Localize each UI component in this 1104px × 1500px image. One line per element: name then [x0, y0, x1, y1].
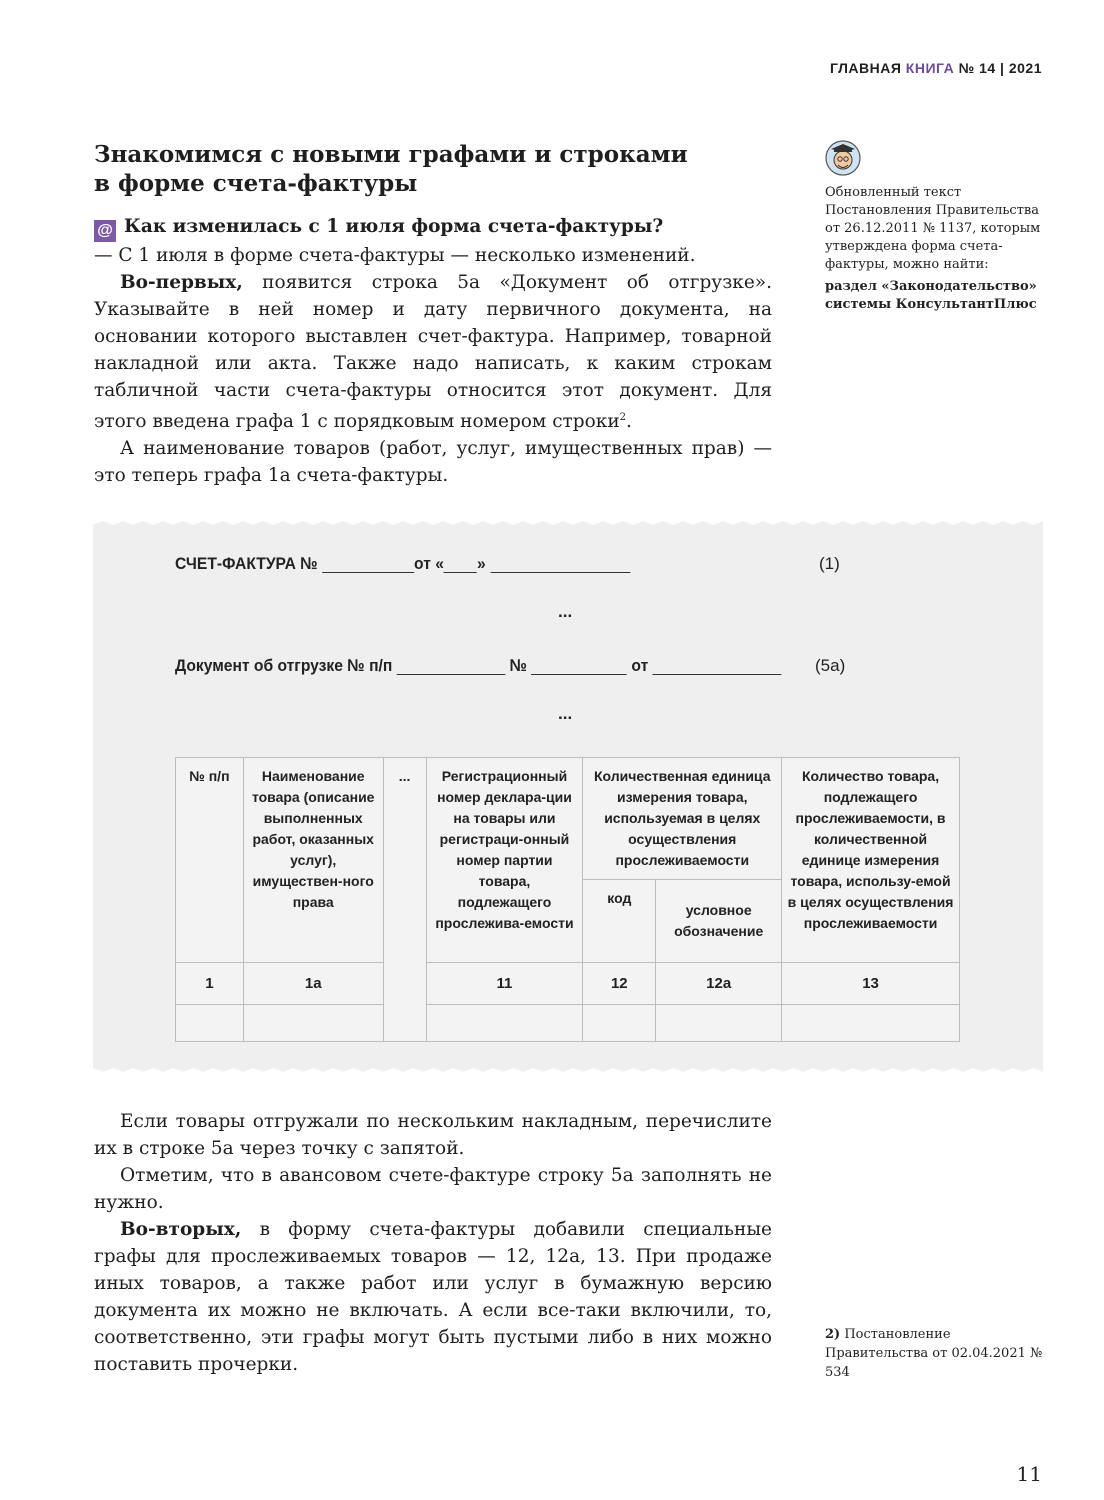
- ellipsis-2: ...: [558, 704, 573, 723]
- first-text: появится строка 5а «Документ об отгрузке». Указывайте в ней номер и дату первичного документа, на основании которого выставлен счет-фактура. Например, товарной накладной или акта. Также надо написать, к каким строкам табличной части счета-фактуры относится этот документ. Для этого введена графа 1 с порядковым номером строки: [94, 272, 772, 433]
- first-bold: Во-первых,: [120, 272, 243, 293]
- empty-cell: [243, 1005, 383, 1042]
- header-num: № п/п: [176, 758, 244, 963]
- form-line-shipment: [175, 656, 781, 676]
- paragraph-third: Если товары отгружали по нескольким накладным, перечислите их в строке 5а через точку с запятой.: [94, 1111, 772, 1159]
- empty-cell: [583, 1005, 656, 1042]
- invoice-number-blank: [322, 556, 414, 573]
- paragraph-fourth: Отметим, что в авансовом счете-фактуре строку 5а заполнять не нужно.: [94, 1165, 772, 1213]
- article-title: [94, 140, 734, 198]
- masthead-issue: № 14 | 2021: [958, 60, 1042, 76]
- col-num-13: 13: [782, 963, 960, 1005]
- page-number: 11: [1016, 1462, 1042, 1486]
- col-num-12: 12: [583, 963, 656, 1005]
- ref-line-5a: (5а): [815, 656, 846, 675]
- empty-cell: [426, 1005, 583, 1042]
- figure-top-edge: [93, 519, 1043, 527]
- header-registration: Регистрационный номер деклара-ции на товары или регистраци-онный номер партии товара, подлежащего прослежива-емости: [426, 758, 583, 963]
- sidebar-note-source: раздел «Законодательство» системы КонсультантПлюс: [825, 279, 1037, 312]
- header-unit: Количественная единица измерения товара, используемая в целях осуществления прослеживаемости: [583, 758, 782, 880]
- title-line1: Знакомимся с новыми графами и строками: [94, 141, 688, 168]
- header-skip: ...: [383, 758, 426, 1042]
- title-line2: в форме счета-фактуры: [94, 170, 418, 197]
- table-header-row: [176, 758, 960, 880]
- invoice-label: СЧЕТ-ФАКТУРА №: [175, 554, 318, 573]
- second-bold: Во-вторых,: [120, 1219, 242, 1240]
- col-num-11: 11: [426, 963, 583, 1005]
- empty-cell: [782, 1005, 960, 1042]
- shipment-no-label: №: [509, 656, 528, 675]
- col-num-1: 1: [176, 963, 244, 1005]
- header-code: код: [583, 880, 656, 963]
- question-at-icon: @: [94, 220, 116, 242]
- paragraph-fifth: [94, 1216, 772, 1378]
- invoice-form-figure: [93, 520, 1043, 1073]
- shipment-label: Документ об отгрузке № п/п: [175, 656, 393, 675]
- empty-cell: [656, 1005, 782, 1042]
- footnote-ref[interactable]: 2: [619, 412, 627, 423]
- form-line-invoice: [175, 554, 630, 574]
- paragraph-first: [94, 269, 772, 435]
- header-quantity: Количество товара, подлежащего прослеживаемости, в количественной единице измерения товара, использу-емой в целях осуществления прослеживаемости: [782, 758, 960, 963]
- invoice-table: [175, 757, 960, 1042]
- paragraph-second: А наименование товаров (работ, услуг, имущественных прав) — это теперь графа 1а счета-фактуры.: [94, 438, 772, 487]
- ellipsis-1: ...: [558, 602, 573, 621]
- figure-bottom-edge: [93, 1066, 1043, 1074]
- article-body-top: [94, 242, 772, 489]
- masthead: [830, 60, 1042, 76]
- shipment-number-blank: [531, 658, 627, 675]
- footnote-number: 2): [825, 1327, 841, 1342]
- consultant-avatar-icon: [825, 140, 861, 176]
- table-empty-row: [176, 1005, 960, 1042]
- invoice-date-blank: [490, 556, 630, 573]
- invoice-quote-close: »: [477, 554, 486, 573]
- second-text: в форму счета-фактуры добавили специальные графы для прослеживаемых товаров — 12, 12а, 13. При продаже иных товаров, а также работ или услуг в бумажную версию документа их можно не включать. А если все-таки включили, то, соответственно, эти графы могут быть пустыми либо в них можно поставить прочерки.: [94, 1219, 772, 1375]
- invoice-day-blank: [444, 556, 477, 573]
- shipment-from-label: от: [631, 656, 649, 675]
- col-num-1a: 1а: [243, 963, 383, 1005]
- sidebar-note: [825, 184, 1050, 314]
- article-body-bottom: [94, 1108, 772, 1378]
- masthead-part2: КНИГА: [905, 60, 955, 76]
- header-symbol: условное обозначение: [656, 880, 782, 963]
- header-name: Наименование товара (описание выполненных работ, оказанных услуг), имуществен-ного права: [243, 758, 383, 963]
- ref-line-1: (1): [819, 554, 840, 573]
- question-text: Как изменилась с 1 июля форма счета-фактуры?: [124, 216, 664, 237]
- sidebar-note-text: Обновленный текст Постановления Правительства от 26.12.2011 № 1137, которым утверждена форма счета-фактуры, можно найти:: [825, 185, 1041, 272]
- answer-intro: — С 1 июля в форме счета-фактуры — несколько изменений.: [94, 245, 696, 266]
- footnote: [825, 1325, 1045, 1382]
- question: [94, 214, 774, 242]
- invoice-from-label: от «: [414, 554, 444, 573]
- col-num-12a: 12а: [656, 963, 782, 1005]
- empty-cell: [176, 1005, 244, 1042]
- shipment-pp-blank: [397, 658, 506, 675]
- masthead-part1: ГЛАВНАЯ: [829, 60, 902, 76]
- shipment-date-blank: [653, 658, 782, 675]
- first-end: .: [626, 411, 632, 433]
- footnote-text: Постановление Правительства от 02.04.2021 № 534: [825, 1327, 1043, 1380]
- table-number-row: [176, 963, 960, 1005]
